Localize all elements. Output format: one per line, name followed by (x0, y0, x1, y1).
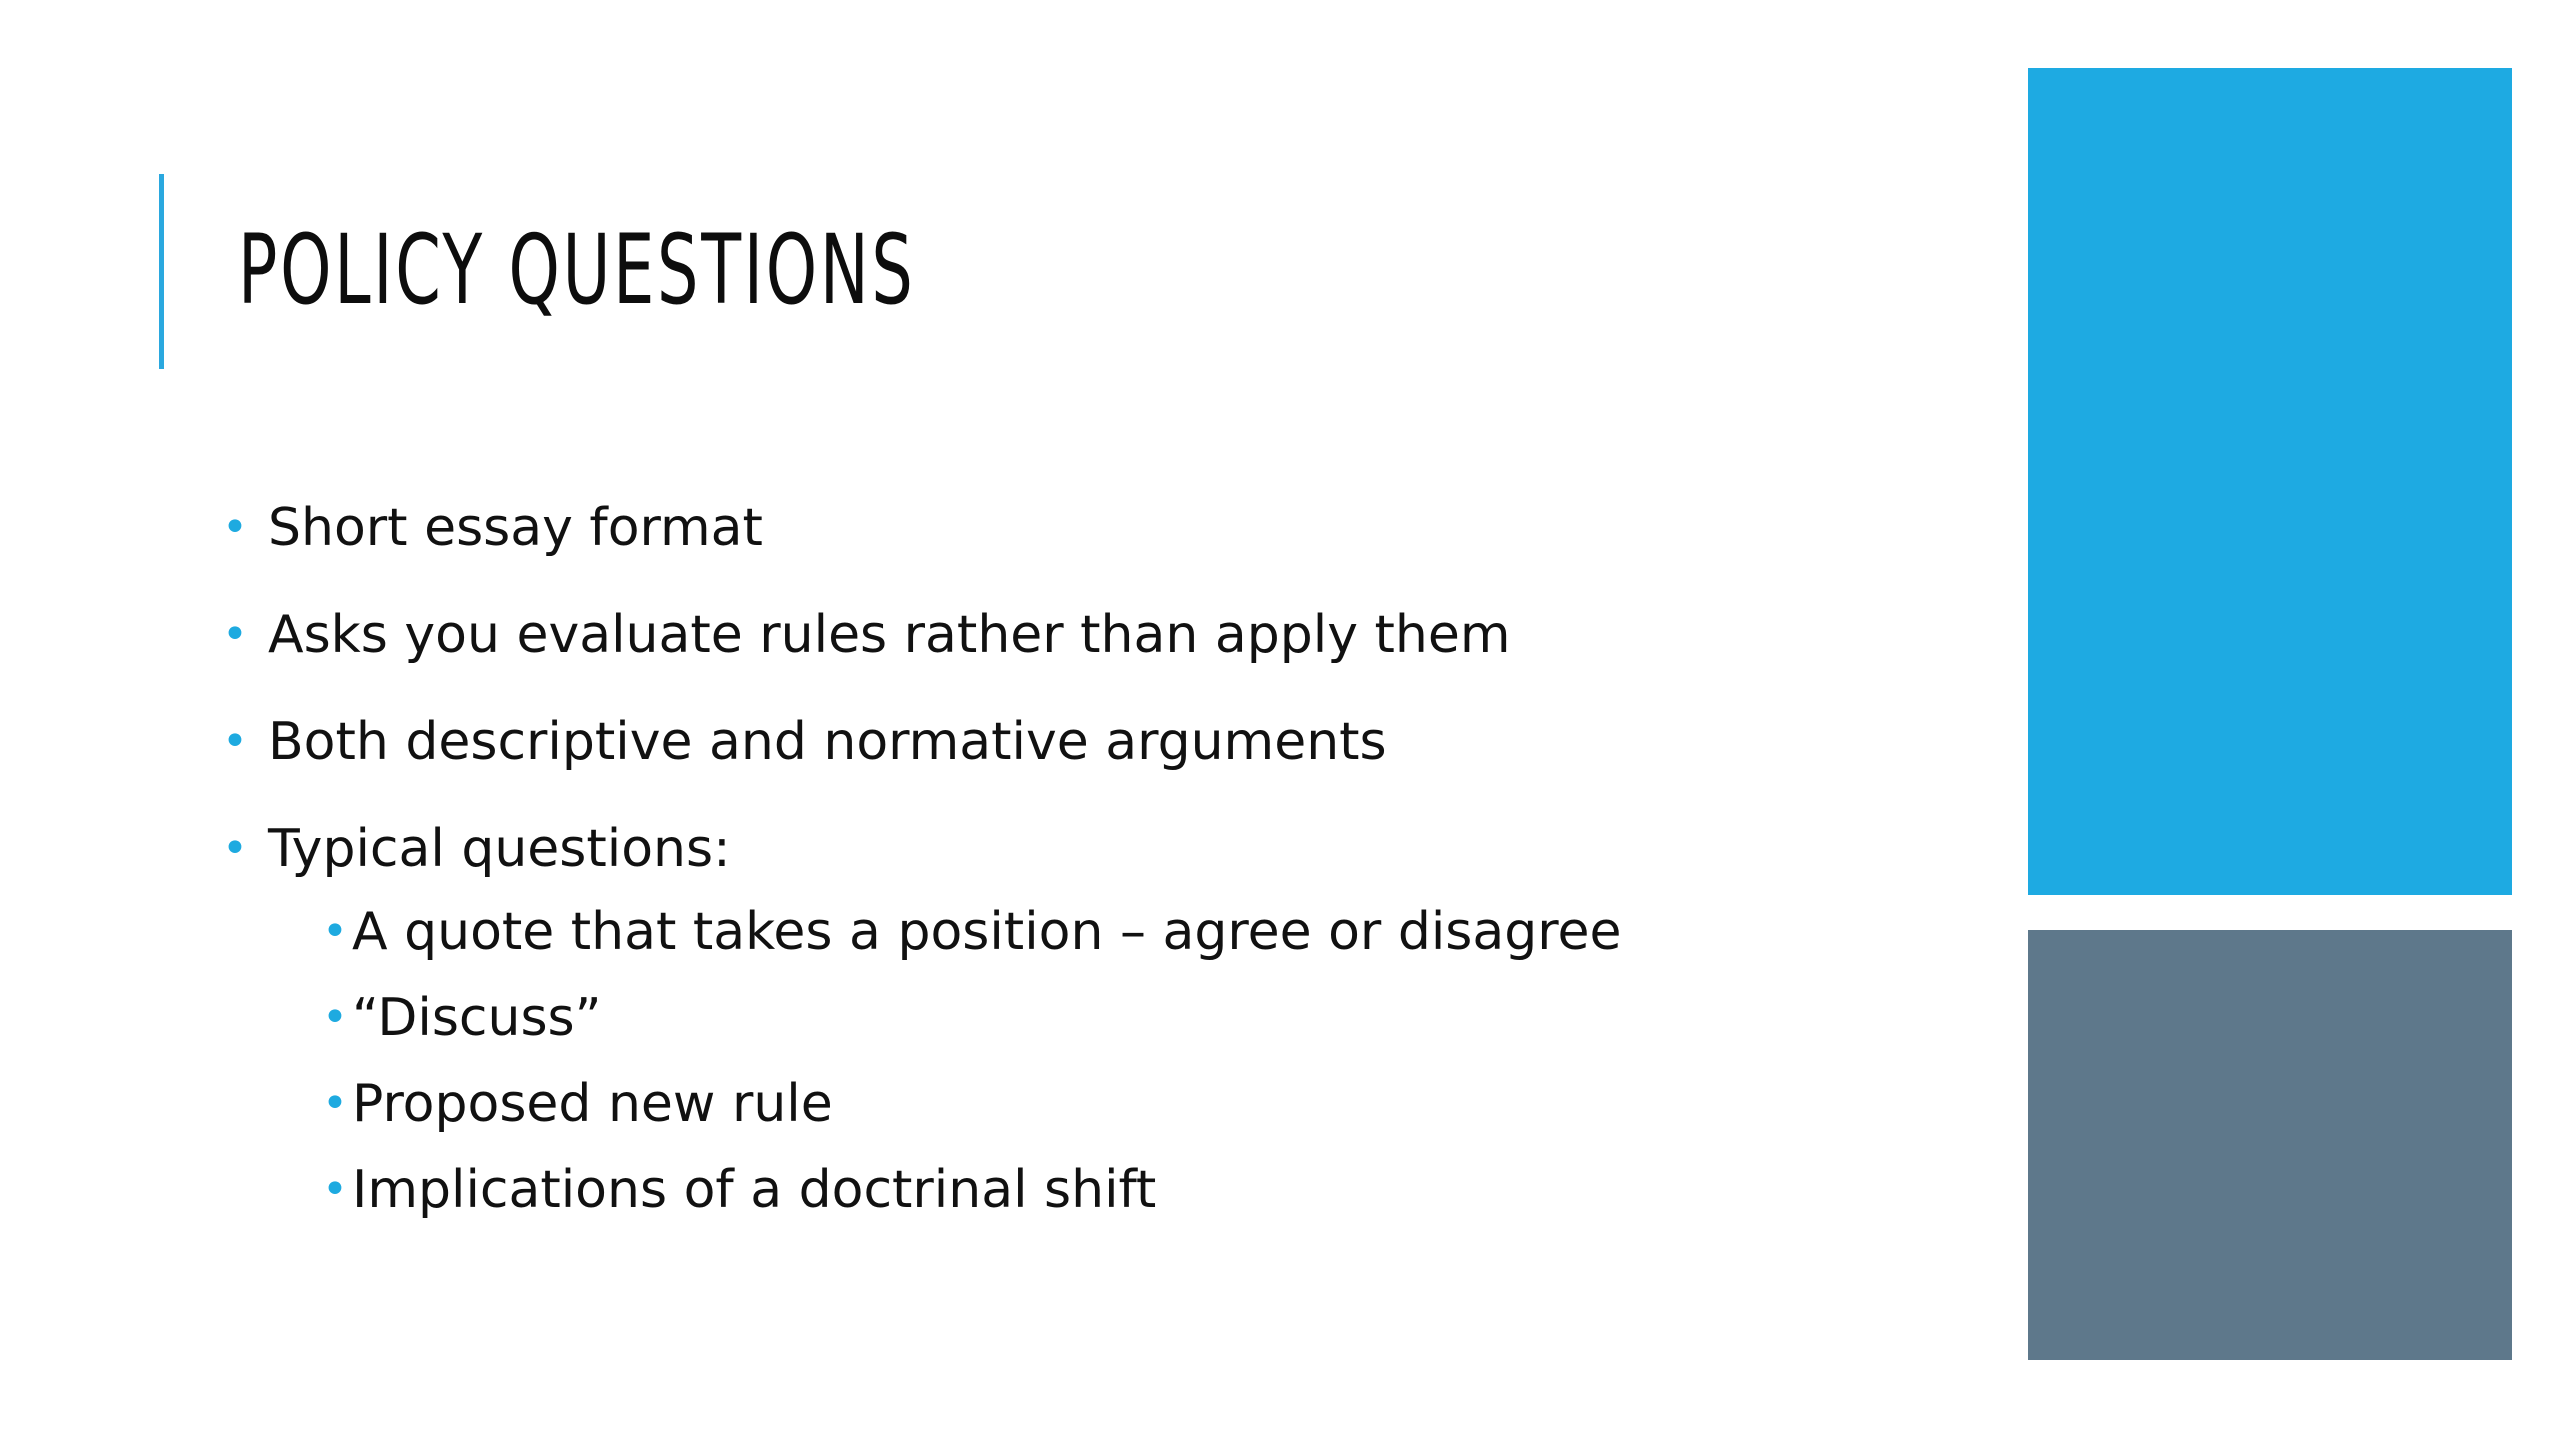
bullet-text: Short essay format (268, 498, 763, 558)
list-item (322, 1150, 2022, 1236)
decorative-block-blue (2028, 68, 2512, 895)
bullet-dot-icon: • (322, 992, 348, 1043)
bullet-list (222, 488, 1922, 916)
bullet-dot-icon: • (222, 823, 248, 874)
list-item (322, 1064, 2022, 1150)
bullet-text: Typical questions: (268, 819, 731, 879)
sub-bullet-list (322, 892, 2022, 1236)
bullet-text: Asks you evaluate rules rather than apply them (268, 605, 1511, 665)
bullet-dot-icon: • (222, 716, 248, 767)
bullet-dot-icon: • (222, 502, 248, 553)
sub-bullet-text: A quote that takes a position – agree or disagree (352, 902, 1622, 962)
bullet-dot-icon: • (222, 609, 248, 660)
sub-bullet-text: Proposed new rule (352, 1074, 833, 1134)
list-item (222, 595, 1922, 702)
list-item (222, 488, 1922, 595)
list-item (322, 892, 2022, 978)
slide-title: POLICY QUESTIONS (238, 214, 916, 326)
bullet-dot-icon: • (322, 906, 348, 957)
list-item (222, 702, 1922, 809)
decorative-block-slate (2028, 930, 2512, 1360)
bullet-text: Both descriptive and normative arguments (268, 712, 1387, 772)
title-accent-bar (159, 174, 164, 369)
sub-bullet-text: “Discuss” (352, 988, 602, 1048)
bullet-dot-icon: • (322, 1078, 348, 1129)
sub-bullet-text: Implications of a doctrinal shift (352, 1160, 1157, 1220)
bullet-dot-icon: • (322, 1164, 348, 1215)
list-item (322, 978, 2022, 1064)
